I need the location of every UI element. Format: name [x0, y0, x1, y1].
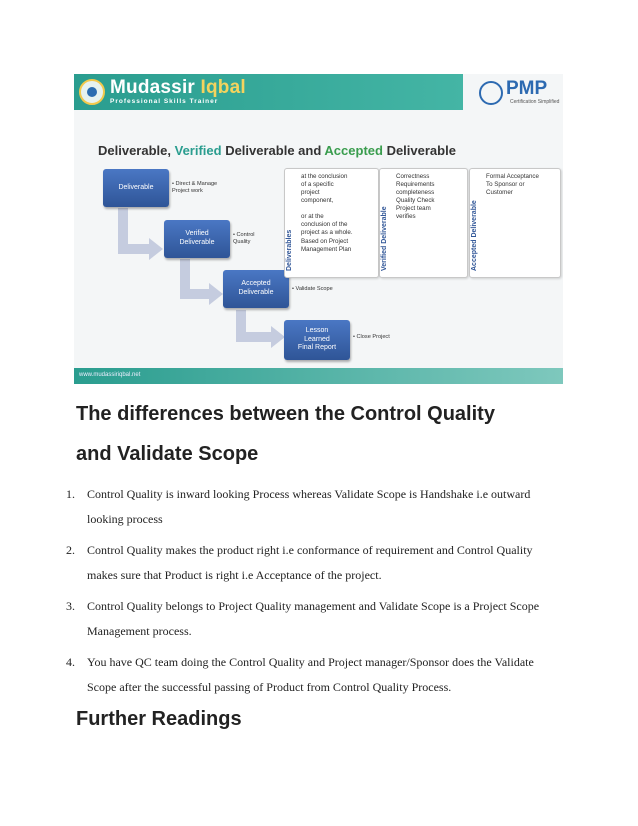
step-box-verified-deliverable: [164, 220, 230, 258]
stair-arrow-2-head: [209, 283, 223, 305]
step-box-final-report: [284, 320, 350, 360]
panel-text: Correctness Requirements completeness Quality Check Project team verifies: [396, 173, 435, 221]
footer-url: www.mudassiriqbal.net: [79, 372, 141, 378]
infographic-title: [98, 143, 456, 158]
brand-tagline: Professional Skills Trainer: [110, 98, 219, 105]
panel-label: Verified Deliverable: [381, 206, 388, 271]
list-item-number: 3.: [66, 599, 75, 613]
section-heading-further-readings: Further Readings: [76, 708, 242, 730]
brand-name: [110, 77, 246, 99]
panel-verified-deliverable: [379, 168, 468, 278]
step-label: Accepted Deliverable: [238, 280, 274, 296]
panel-accepted-deliverable: [469, 168, 561, 278]
step-note: • Direct & Manage Project work: [172, 181, 218, 194]
step-label: Lesson Learned Final Report: [297, 326, 337, 352]
panel-label: Accepted Deliverable: [471, 200, 478, 271]
panel-vertical-label: [285, 169, 299, 277]
heading-line-2: and Validate Scope: [76, 443, 259, 465]
list-item: [66, 594, 546, 644]
stair-arrow-2-run: [180, 289, 210, 299]
heading-line-1: The differences between the Control Quality: [76, 403, 495, 425]
pmp-emblem-icon: [479, 81, 503, 105]
panel-label: Deliverables: [286, 229, 293, 271]
panel-text: Formal Acceptance To Sponsor or Customer: [486, 173, 539, 197]
step-label: Deliverable: [118, 183, 154, 191]
list-item-text: Control Quality makes the product right i.e conformance of requirement and Control Quality makes sure that Product is right i.e Acceptance of the project.: [87, 543, 533, 582]
pmp-logo-subtitle: Certification Simplified: [510, 99, 560, 105]
step-box-accepted-deliverable: [223, 270, 289, 308]
list-item: [66, 650, 546, 700]
step-note: • Close Project: [353, 334, 390, 340]
panel-vertical-label: [380, 169, 394, 277]
section-heading-differences-line2: [76, 443, 258, 466]
stair-arrow-1-run: [118, 244, 150, 254]
list-item-number: 1.: [66, 487, 75, 501]
brand-name-first: Mudassir: [110, 77, 196, 98]
panel-text: at the conclusion of a specific project component, or at the conclusion of the project as a whole. Based on Project Management Plan: [301, 173, 353, 253]
list-item: [66, 482, 546, 532]
stair-arrow-3-head: [271, 326, 285, 348]
differences-list: [66, 482, 546, 706]
panel-deliverables: [284, 168, 379, 278]
step-note: • Validate Scope: [292, 286, 333, 292]
pmp-logo: [479, 78, 559, 108]
infographic-footer: [74, 368, 563, 384]
step-note: • Control Quality: [233, 232, 255, 245]
list-item: [66, 538, 546, 588]
stair-arrow-3-run: [236, 332, 272, 342]
brand-name-second: Iqbal: [195, 77, 246, 98]
brand-banner: [74, 74, 463, 110]
list-item-text: Control Quality is inward looking Process whereas Validate Scope is Handshake i.e outward looking process: [87, 487, 531, 526]
step-box-deliverable: [103, 169, 169, 207]
title-part-2: Verified: [174, 143, 222, 158]
list-item-number: 2.: [66, 543, 75, 557]
step-label: Verified Deliverable: [179, 230, 215, 246]
title-part-3: Deliverable and: [221, 143, 325, 158]
title-part-5: Deliverable: [382, 143, 456, 158]
section-heading-differences: [76, 403, 495, 426]
deliverable-infographic: [74, 74, 563, 384]
panel-vertical-label: [470, 169, 484, 277]
list-item-number: 4.: [66, 655, 75, 669]
list-item-text: You have QC team doing the Control Quality and Project manager/Sponsor does the Validate Scope after the successful passing of Product from Control Quality Process.: [87, 655, 534, 694]
title-part-1: Deliverable,: [98, 143, 175, 158]
brand-logo-icon: [79, 79, 105, 105]
list-item-text: Control Quality belongs to Project Quality management and Validate Scope is a Project Scope Management process.: [87, 599, 540, 638]
pmp-logo-text: PMP: [506, 78, 548, 99]
stair-arrow-1-head: [149, 238, 163, 260]
title-part-4: Accepted: [324, 143, 383, 158]
